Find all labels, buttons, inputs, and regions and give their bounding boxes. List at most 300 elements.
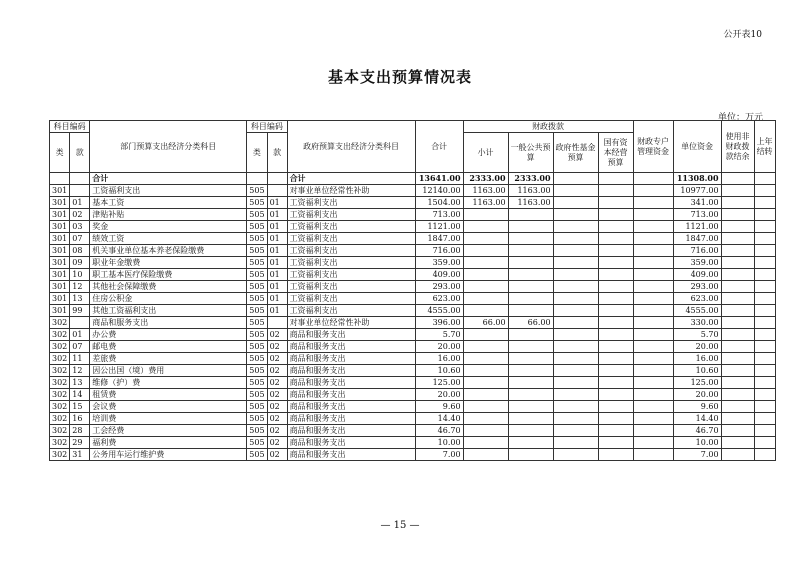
dept-name-cell: 维修（护）费 [90, 377, 247, 389]
state-capital-cell [598, 437, 633, 449]
total-cell: 12140.00 [415, 185, 463, 197]
dept-name-cell: 邮电费 [90, 341, 247, 353]
subtotal-cell [463, 233, 508, 245]
header-class: 类 [50, 133, 70, 173]
fund-cell [553, 413, 598, 425]
item-cell: 02 [70, 209, 90, 221]
fund-cell [553, 425, 598, 437]
dept-name-cell: 租赁费 [90, 389, 247, 401]
gov-class-cell: 505 [247, 305, 267, 317]
total-cell: 359.00 [415, 257, 463, 269]
unit-funds-cell: 293.00 [673, 281, 721, 293]
unit-label: 单位：万元 [717, 113, 763, 123]
non-fiscal-cell [721, 197, 754, 209]
dept-name-cell: 因公出国（境）费用 [90, 365, 247, 377]
gov-name-cell: 工资福利支出 [287, 281, 415, 293]
general-cell [508, 257, 553, 269]
subtotal-cell: 1163.00 [463, 197, 508, 209]
general-cell: 1163.00 [508, 197, 553, 209]
dept-name-cell: 差旅费 [90, 353, 247, 365]
gov-class-cell: 505 [247, 197, 267, 209]
table-body [50, 173, 776, 461]
non-fiscal-cell [721, 245, 754, 257]
gov-class-cell: 505 [247, 185, 267, 197]
header-gov-code: 科目编码 [247, 121, 287, 133]
state-capital-cell [598, 365, 633, 377]
carryover-cell [754, 425, 775, 437]
header-subject-code: 科目编码 [50, 121, 90, 133]
carryover-cell [754, 377, 775, 389]
special-cell [633, 329, 673, 341]
general-cell [508, 209, 553, 221]
total-cell: 10.60 [415, 365, 463, 377]
item-cell: 12 [70, 365, 90, 377]
page-title: 基本支出预算情况表 [327, 68, 472, 86]
non-fiscal-cell [721, 317, 754, 329]
special-cell [633, 245, 673, 257]
gov-name-cell: 商品和服务支出 [287, 341, 415, 353]
gov-item-cell: 02 [267, 365, 287, 377]
special-cell [633, 401, 673, 413]
state-capital-cell [598, 413, 633, 425]
total-row [50, 173, 776, 185]
gov-name-cell: 商品和服务支出 [287, 353, 415, 365]
general-cell [508, 413, 553, 425]
state-capital-cell [598, 233, 633, 245]
unit-funds-cell: 20.00 [673, 389, 721, 401]
gov-item-cell: 02 [267, 377, 287, 389]
table-row [50, 281, 776, 293]
gov-class-cell: 505 [247, 401, 267, 413]
item-cell: 07 [70, 341, 90, 353]
class-cell: 301 [50, 233, 70, 245]
fund-cell [553, 173, 598, 185]
gov-name-cell: 工资福利支出 [287, 221, 415, 233]
gov-name-cell: 合计 [287, 173, 415, 185]
special-cell [633, 257, 673, 269]
total-cell: 20.00 [415, 341, 463, 353]
non-fiscal-cell [721, 413, 754, 425]
gov-item-cell: 01 [267, 293, 287, 305]
general-cell [508, 353, 553, 365]
total-cell: 396.00 [415, 317, 463, 329]
subtotal-cell: 1163.00 [463, 185, 508, 197]
fund-cell [553, 245, 598, 257]
general-cell [508, 281, 553, 293]
gov-item-cell: 01 [267, 221, 287, 233]
fund-cell [553, 401, 598, 413]
special-cell [633, 449, 673, 461]
gov-name-cell: 对事业单位经常性补助 [287, 317, 415, 329]
table-row [50, 257, 776, 269]
unit-funds-cell: 341.00 [673, 197, 721, 209]
class-cell: 301 [50, 221, 70, 233]
state-capital-cell [598, 293, 633, 305]
carryover-cell [754, 437, 775, 449]
fund-cell [553, 365, 598, 377]
carryover-cell [754, 221, 775, 233]
non-fiscal-cell [721, 341, 754, 353]
item-cell: 31 [70, 449, 90, 461]
table-row [50, 449, 776, 461]
subtotal-cell [463, 257, 508, 269]
non-fiscal-cell [721, 437, 754, 449]
header-state-capital: 国有资本经营预算 [598, 133, 633, 173]
gov-name-cell: 商品和服务支出 [287, 365, 415, 377]
class-cell: 302 [50, 353, 70, 365]
table-row [50, 437, 776, 449]
gov-class-cell: 505 [247, 245, 267, 257]
state-capital-cell [598, 425, 633, 437]
general-cell [508, 329, 553, 341]
unit-funds-cell: 713.00 [673, 209, 721, 221]
dept-name-cell: 商品和服务支出 [90, 317, 247, 329]
special-cell [633, 437, 673, 449]
table-row [50, 425, 776, 437]
carryover-cell [754, 353, 775, 365]
subtotal-cell [463, 377, 508, 389]
header-general: 一般公共预算 [508, 133, 553, 173]
gov-name-cell: 工资福利支出 [287, 257, 415, 269]
fund-cell [553, 389, 598, 401]
carryover-cell [754, 305, 775, 317]
fund-cell [553, 209, 598, 221]
class-cell: 301 [50, 209, 70, 221]
total-cell: 1847.00 [415, 233, 463, 245]
dept-name-cell: 绩效工资 [90, 233, 247, 245]
carryover-cell [754, 329, 775, 341]
unit-funds-cell: 125.00 [673, 377, 721, 389]
class-cell: 301 [50, 293, 70, 305]
gov-class-cell: 505 [247, 209, 267, 221]
page-number: — 15 — [380, 520, 420, 531]
class-cell: 302 [50, 365, 70, 377]
non-fiscal-cell [721, 305, 754, 317]
non-fiscal-cell [721, 353, 754, 365]
total-cell: 293.00 [415, 281, 463, 293]
unit-funds-cell: 1847.00 [673, 233, 721, 245]
non-fiscal-cell [721, 449, 754, 461]
budget-table [49, 120, 776, 461]
gov-class-cell: 505 [247, 329, 267, 341]
class-cell: 302 [50, 341, 70, 353]
gov-name-cell: 对事业单位经常性补助 [287, 185, 415, 197]
dept-name-cell: 职工基本医疗保险缴费 [90, 269, 247, 281]
state-capital-cell [598, 317, 633, 329]
table-row [50, 329, 776, 341]
gov-class-cell: 505 [247, 341, 267, 353]
carryover-cell [754, 173, 775, 185]
fund-cell [553, 269, 598, 281]
table-row [50, 377, 776, 389]
state-capital-cell [598, 305, 633, 317]
table-row [50, 233, 776, 245]
item-cell: 01 [70, 329, 90, 341]
total-cell: 1504.00 [415, 197, 463, 209]
state-capital-cell [598, 353, 633, 365]
dept-name-cell: 津贴补贴 [90, 209, 247, 221]
general-cell [508, 233, 553, 245]
gov-name-cell: 工资福利支出 [287, 209, 415, 221]
item-cell: 13 [70, 293, 90, 305]
special-cell [633, 269, 673, 281]
general-cell [508, 365, 553, 377]
state-capital-cell [598, 197, 633, 209]
header-gov-class: 类 [247, 133, 267, 173]
gov-class-cell: 505 [247, 281, 267, 293]
dept-name-cell: 其他社会保障缴费 [90, 281, 247, 293]
gov-item-cell: 01 [267, 257, 287, 269]
special-cell [633, 413, 673, 425]
gov-item-cell: 02 [267, 353, 287, 365]
special-cell [633, 353, 673, 365]
state-capital-cell [598, 341, 633, 353]
gov-class-cell: 505 [247, 353, 267, 365]
class-cell: 302 [50, 437, 70, 449]
header-subtotal: 小计 [463, 133, 508, 173]
total-cell: 13641.00 [415, 173, 463, 185]
gov-class-cell: 505 [247, 221, 267, 233]
table-row [50, 269, 776, 281]
gov-item-cell: 02 [267, 341, 287, 353]
total-cell: 716.00 [415, 245, 463, 257]
general-cell [508, 425, 553, 437]
header-dept-name: 部门预算支出经济分类科目 [90, 121, 247, 173]
table-row [50, 401, 776, 413]
gov-item-cell: 01 [267, 281, 287, 293]
gov-name-cell: 工资福利支出 [287, 245, 415, 257]
class-cell: 302 [50, 377, 70, 389]
table-row [50, 221, 776, 233]
special-cell [633, 341, 673, 353]
gov-name-cell: 商品和服务支出 [287, 389, 415, 401]
gov-item-cell: 02 [267, 413, 287, 425]
unit-funds-cell: 623.00 [673, 293, 721, 305]
fund-cell [553, 353, 598, 365]
class-cell: 301 [50, 185, 70, 197]
special-cell [633, 365, 673, 377]
gov-class-cell: 505 [247, 257, 267, 269]
subtotal-cell [463, 341, 508, 353]
gov-class-cell [247, 173, 267, 185]
fund-cell [553, 221, 598, 233]
total-cell: 5.70 [415, 329, 463, 341]
dept-name-cell: 合计 [90, 173, 247, 185]
gov-name-cell: 商品和服务支出 [287, 437, 415, 449]
gov-item-cell: 02 [267, 389, 287, 401]
gov-class-cell: 505 [247, 233, 267, 245]
gov-item-cell: 01 [267, 245, 287, 257]
class-cell: 302 [50, 425, 70, 437]
header-non-fiscal: 使用非财政拨款结余 [721, 121, 754, 173]
non-fiscal-cell [721, 257, 754, 269]
special-cell [633, 209, 673, 221]
table-row [50, 341, 776, 353]
total-cell: 20.00 [415, 389, 463, 401]
dept-name-cell: 公务用车运行维护费 [90, 449, 247, 461]
unit-funds-cell: 359.00 [673, 257, 721, 269]
dept-name-cell: 会议费 [90, 401, 247, 413]
class-cell: 302 [50, 389, 70, 401]
state-capital-cell [598, 173, 633, 185]
class-cell: 301 [50, 245, 70, 257]
total-cell: 14.40 [415, 413, 463, 425]
gov-class-cell: 505 [247, 269, 267, 281]
general-cell [508, 389, 553, 401]
table-row [50, 293, 776, 305]
gov-item-cell: 01 [267, 233, 287, 245]
general-cell [508, 401, 553, 413]
header-unit-funds: 单位资金 [673, 121, 721, 173]
gov-name-cell: 商品和服务支出 [287, 413, 415, 425]
total-cell: 1121.00 [415, 221, 463, 233]
special-cell [633, 305, 673, 317]
total-cell: 409.00 [415, 269, 463, 281]
special-cell [633, 389, 673, 401]
special-cell [633, 293, 673, 305]
unit-funds-cell: 46.70 [673, 425, 721, 437]
dept-name-cell: 福利费 [90, 437, 247, 449]
gov-class-cell: 505 [247, 437, 267, 449]
unit-funds-cell: 716.00 [673, 245, 721, 257]
total-cell: 713.00 [415, 209, 463, 221]
table-row [50, 197, 776, 209]
header-total: 合计 [415, 121, 463, 173]
subtotal-cell [463, 269, 508, 281]
unit-funds-cell: 16.00 [673, 353, 721, 365]
unit-funds-cell: 5.70 [673, 329, 721, 341]
carryover-cell [754, 401, 775, 413]
state-capital-cell [598, 221, 633, 233]
item-cell: 99 [70, 305, 90, 317]
gov-class-cell: 505 [247, 293, 267, 305]
subtotal-cell [463, 437, 508, 449]
item-cell: 14 [70, 389, 90, 401]
dept-name-cell: 工资福利支出 [90, 185, 247, 197]
dept-name-cell: 培训费 [90, 413, 247, 425]
fund-cell [553, 293, 598, 305]
fund-cell [553, 281, 598, 293]
class-cell: 302 [50, 329, 70, 341]
general-cell [508, 449, 553, 461]
subtotal-cell [463, 389, 508, 401]
table-row [50, 317, 776, 329]
general-cell: 1163.00 [508, 185, 553, 197]
gov-item-cell: 01 [267, 269, 287, 281]
header-gov-item: 款 [267, 133, 287, 173]
header-special: 财政专户管理资金 [633, 121, 673, 173]
general-cell [508, 221, 553, 233]
subtotal-cell [463, 293, 508, 305]
dept-name-cell: 工会经费 [90, 425, 247, 437]
gov-item-cell: 01 [267, 197, 287, 209]
total-cell: 46.70 [415, 425, 463, 437]
subtotal-cell [463, 413, 508, 425]
subtotal-cell [463, 245, 508, 257]
gov-name-cell: 工资福利支出 [287, 293, 415, 305]
dept-name-cell: 机关事业单位基本养老保险缴费 [90, 245, 247, 257]
carryover-cell [754, 341, 775, 353]
subtotal-cell [463, 329, 508, 341]
carryover-cell [754, 185, 775, 197]
subtotal-cell [463, 281, 508, 293]
fund-cell [553, 233, 598, 245]
item-cell: 10 [70, 269, 90, 281]
subtotal-cell [463, 365, 508, 377]
unit-funds-cell: 330.00 [673, 317, 721, 329]
total-cell: 623.00 [415, 293, 463, 305]
gov-item-cell: 02 [267, 449, 287, 461]
total-cell: 16.00 [415, 353, 463, 365]
state-capital-cell [598, 269, 633, 281]
fund-cell [553, 305, 598, 317]
dept-name-cell: 奖金 [90, 221, 247, 233]
gov-item-cell [267, 173, 287, 185]
state-capital-cell [598, 401, 633, 413]
special-cell [633, 281, 673, 293]
carryover-cell [754, 449, 775, 461]
carryover-cell [754, 197, 775, 209]
subtotal-cell [463, 305, 508, 317]
gov-item-cell: 02 [267, 425, 287, 437]
unit-funds-cell: 409.00 [673, 269, 721, 281]
carryover-cell [754, 269, 775, 281]
general-cell [508, 305, 553, 317]
dept-name-cell: 其他工资福利支出 [90, 305, 247, 317]
item-cell [70, 317, 90, 329]
gov-class-cell: 505 [247, 377, 267, 389]
table-row [50, 365, 776, 377]
subtotal-cell: 2333.00 [463, 173, 508, 185]
gov-item-cell: 01 [267, 305, 287, 317]
carryover-cell [754, 317, 775, 329]
general-cell [508, 437, 553, 449]
state-capital-cell [598, 377, 633, 389]
fund-cell [553, 329, 598, 341]
unit-funds-cell: 20.00 [673, 341, 721, 353]
table-row [50, 389, 776, 401]
item-cell: 29 [70, 437, 90, 449]
gov-item-cell: 02 [267, 437, 287, 449]
carryover-cell [754, 233, 775, 245]
item-cell [70, 185, 90, 197]
gov-class-cell: 505 [247, 413, 267, 425]
state-capital-cell [598, 185, 633, 197]
non-fiscal-cell [721, 221, 754, 233]
gov-item-cell: 02 [267, 401, 287, 413]
non-fiscal-cell [721, 293, 754, 305]
unit-funds-cell: 9.60 [673, 401, 721, 413]
header-fiscal: 财政拨款 [463, 121, 633, 133]
state-capital-cell [598, 257, 633, 269]
subtotal-cell [463, 449, 508, 461]
item-cell: 09 [70, 257, 90, 269]
item-cell [70, 173, 90, 185]
dept-name-cell: 办公费 [90, 329, 247, 341]
item-cell: 08 [70, 245, 90, 257]
total-cell: 7.00 [415, 449, 463, 461]
unit-funds-cell: 10.00 [673, 437, 721, 449]
unit-funds-cell: 11308.00 [673, 173, 721, 185]
gov-item-cell [267, 185, 287, 197]
state-capital-cell [598, 449, 633, 461]
gov-class-cell: 505 [247, 425, 267, 437]
table-row [50, 305, 776, 317]
header-item: 款 [70, 133, 90, 173]
total-cell: 9.60 [415, 401, 463, 413]
table-row [50, 413, 776, 425]
non-fiscal-cell [721, 233, 754, 245]
